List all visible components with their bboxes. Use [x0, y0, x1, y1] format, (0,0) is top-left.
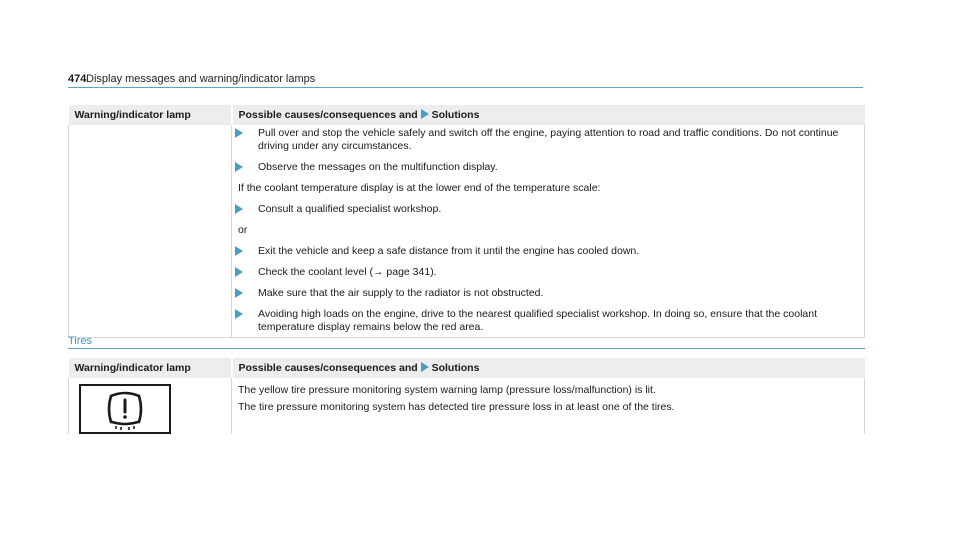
page-title: Display messages and warning/indicator lamps — [86, 73, 316, 85]
step-text: Consult a qualified specialist workshop. — [258, 203, 442, 215]
column-header-solutions — [232, 358, 865, 378]
step-arrow-icon — [235, 204, 243, 214]
step-arrow-icon — [235, 162, 243, 172]
column-header-solutions — [232, 105, 865, 125]
column-header-lamp: Warning/indicator lamp — [69, 105, 232, 125]
solution-step — [238, 245, 858, 258]
tires-warning-table — [68, 358, 865, 434]
step-marker — [232, 287, 246, 298]
cause-paragraph: The tire pressure monitoring system has detected tire pressure loss in at least one of the tires. — [238, 401, 675, 413]
step-text: Observe the messages on the multifunction display. — [258, 161, 498, 173]
page-header — [68, 70, 863, 87]
column-header-solutions-label: Solutions — [431, 109, 480, 121]
step-arrow-icon — [235, 288, 243, 298]
page-number: 474 — [68, 73, 87, 85]
lamp-cell — [69, 378, 232, 434]
step-marker — [232, 266, 246, 277]
solution-arrow-icon — [421, 362, 429, 372]
solution-step — [238, 308, 858, 334]
lamp-cell-empty — [69, 125, 232, 338]
table-header-row — [69, 105, 865, 125]
step-marker — [232, 161, 246, 172]
step-marker — [232, 308, 246, 319]
step-text: Avoiding high loads on the engine, drive to the nearest qualified specialist workshop. In doing so, ensure that the coolant temperature display remains below the red area. — [258, 308, 818, 333]
column-header-solutions-label: Solutions — [431, 362, 480, 374]
condition-paragraph: or — [238, 224, 248, 236]
column-header-lamp: Warning/indicator lamp — [69, 358, 232, 378]
tire-pressure-warning-icon — [79, 384, 171, 434]
step-arrow-icon — [235, 309, 243, 319]
step-text: Exit the vehicle and keep a safe distance from it until the engine has cooled down. — [258, 245, 640, 257]
step-arrow-icon — [235, 246, 243, 256]
solutions-cell — [232, 125, 865, 338]
step-marker — [232, 127, 246, 138]
column-header-causes: Possible causes/consequences and — [238, 109, 418, 121]
solution-step — [238, 203, 858, 216]
solutions-list — [238, 127, 858, 334]
step-text: Pull over and stop the vehicle safely and switch off the engine, paying attention to road and traffic conditions. Do not continue driving under any circumstances. — [258, 127, 839, 152]
cause-paragraph: The yellow tire pressure monitoring system warning lamp (pressure loss/malfunction) is lit. — [238, 384, 656, 396]
step-arrow-icon — [235, 267, 243, 277]
column-header-causes: Possible causes/consequences and — [238, 362, 418, 374]
causes-cell — [232, 378, 865, 434]
table-header-row — [69, 358, 865, 378]
section-rule — [68, 348, 865, 349]
header-rule — [68, 87, 863, 88]
step-arrow-icon — [235, 128, 243, 138]
section-title-tires: Tires — [68, 335, 93, 347]
step-text: Make sure that the air supply to the radiator is not obstructed. — [258, 287, 544, 299]
step-marker — [232, 245, 246, 256]
solution-arrow-icon — [421, 109, 429, 119]
solution-step — [238, 127, 858, 153]
solution-step — [238, 161, 858, 174]
step-marker — [232, 203, 246, 214]
coolant-warning-table — [68, 105, 865, 338]
table-row — [69, 125, 865, 338]
step-text: Check the coolant level (→ page 341). — [258, 266, 437, 278]
condition-paragraph: If the coolant temperature display is at the lower end of the temperature scale: — [238, 182, 601, 194]
solution-step — [238, 266, 858, 279]
table-row — [69, 378, 865, 434]
solution-step — [238, 287, 858, 300]
